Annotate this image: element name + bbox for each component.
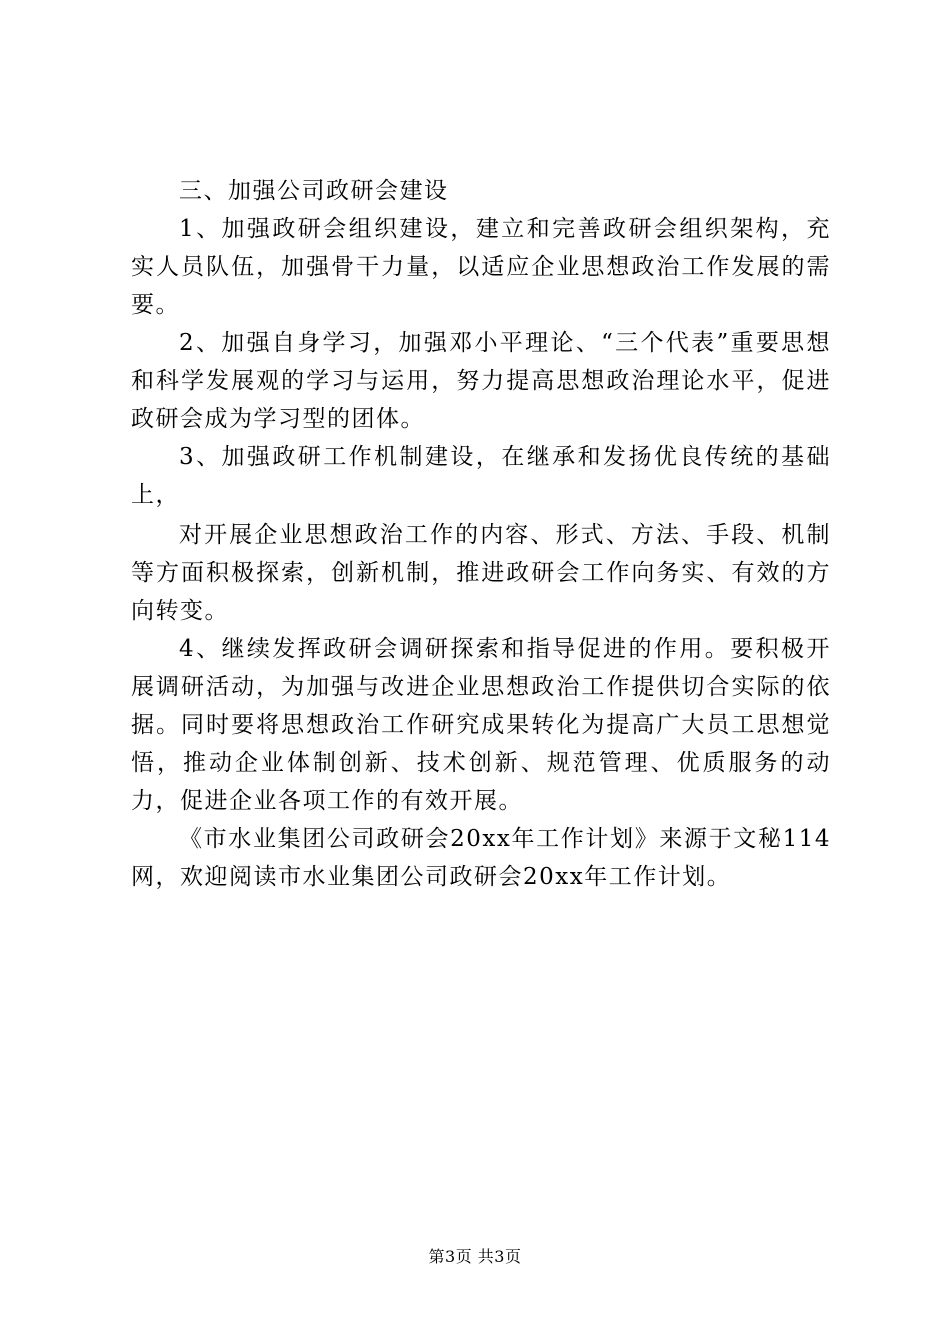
section-heading: 三、加强公司政研会建设 <box>179 178 449 204</box>
paragraph-item-2: 2、加强自身学习，加强邓小平理论、“三个代表”重要思想和科学发展观的学习与运用，努力提高思想政治理论水平，促进政研会成为学习型的团体。 <box>131 330 831 432</box>
paragraph-item-3-continued: 对开展企业思想政治工作的内容、形式、方法、手段、机制等方面积极探索，创新机制，推进政研会工作向务实、有效的方向转变。 <box>131 522 831 624</box>
page-footer: 第3页 共3页 <box>428 1247 522 1266</box>
paragraph-item-1: 1、加强政研会组织建设，建立和完善政研会组织架构，充实人员队伍，加强骨干力量，以适应企业思想政治工作发展的需要。 <box>131 216 831 318</box>
source-note: 《市水业集团公司政研会20xx年工作计划》来源于文秘114网，欢迎阅读市水业集团公司政研会20xx年工作计划。 <box>131 826 831 890</box>
document-body <box>131 172 831 896</box>
paragraph-item-3: 3、加强政研工作机制建设，在继承和发扬优良传统的基础上， <box>131 444 831 508</box>
paragraph-item-4: 4、继续发挥政研会调研探索和指导促进的作用。要积极开展调研活动，为加强与改进企业思想政治工作提供切合实际的依据。同时要将思想政治工作研究成果转化为提高广大员工思想觉悟，推动企业体制创新、技术创新、规范管理、优质服务的动力，促进企业各项工作的有效开展。 <box>131 636 831 814</box>
